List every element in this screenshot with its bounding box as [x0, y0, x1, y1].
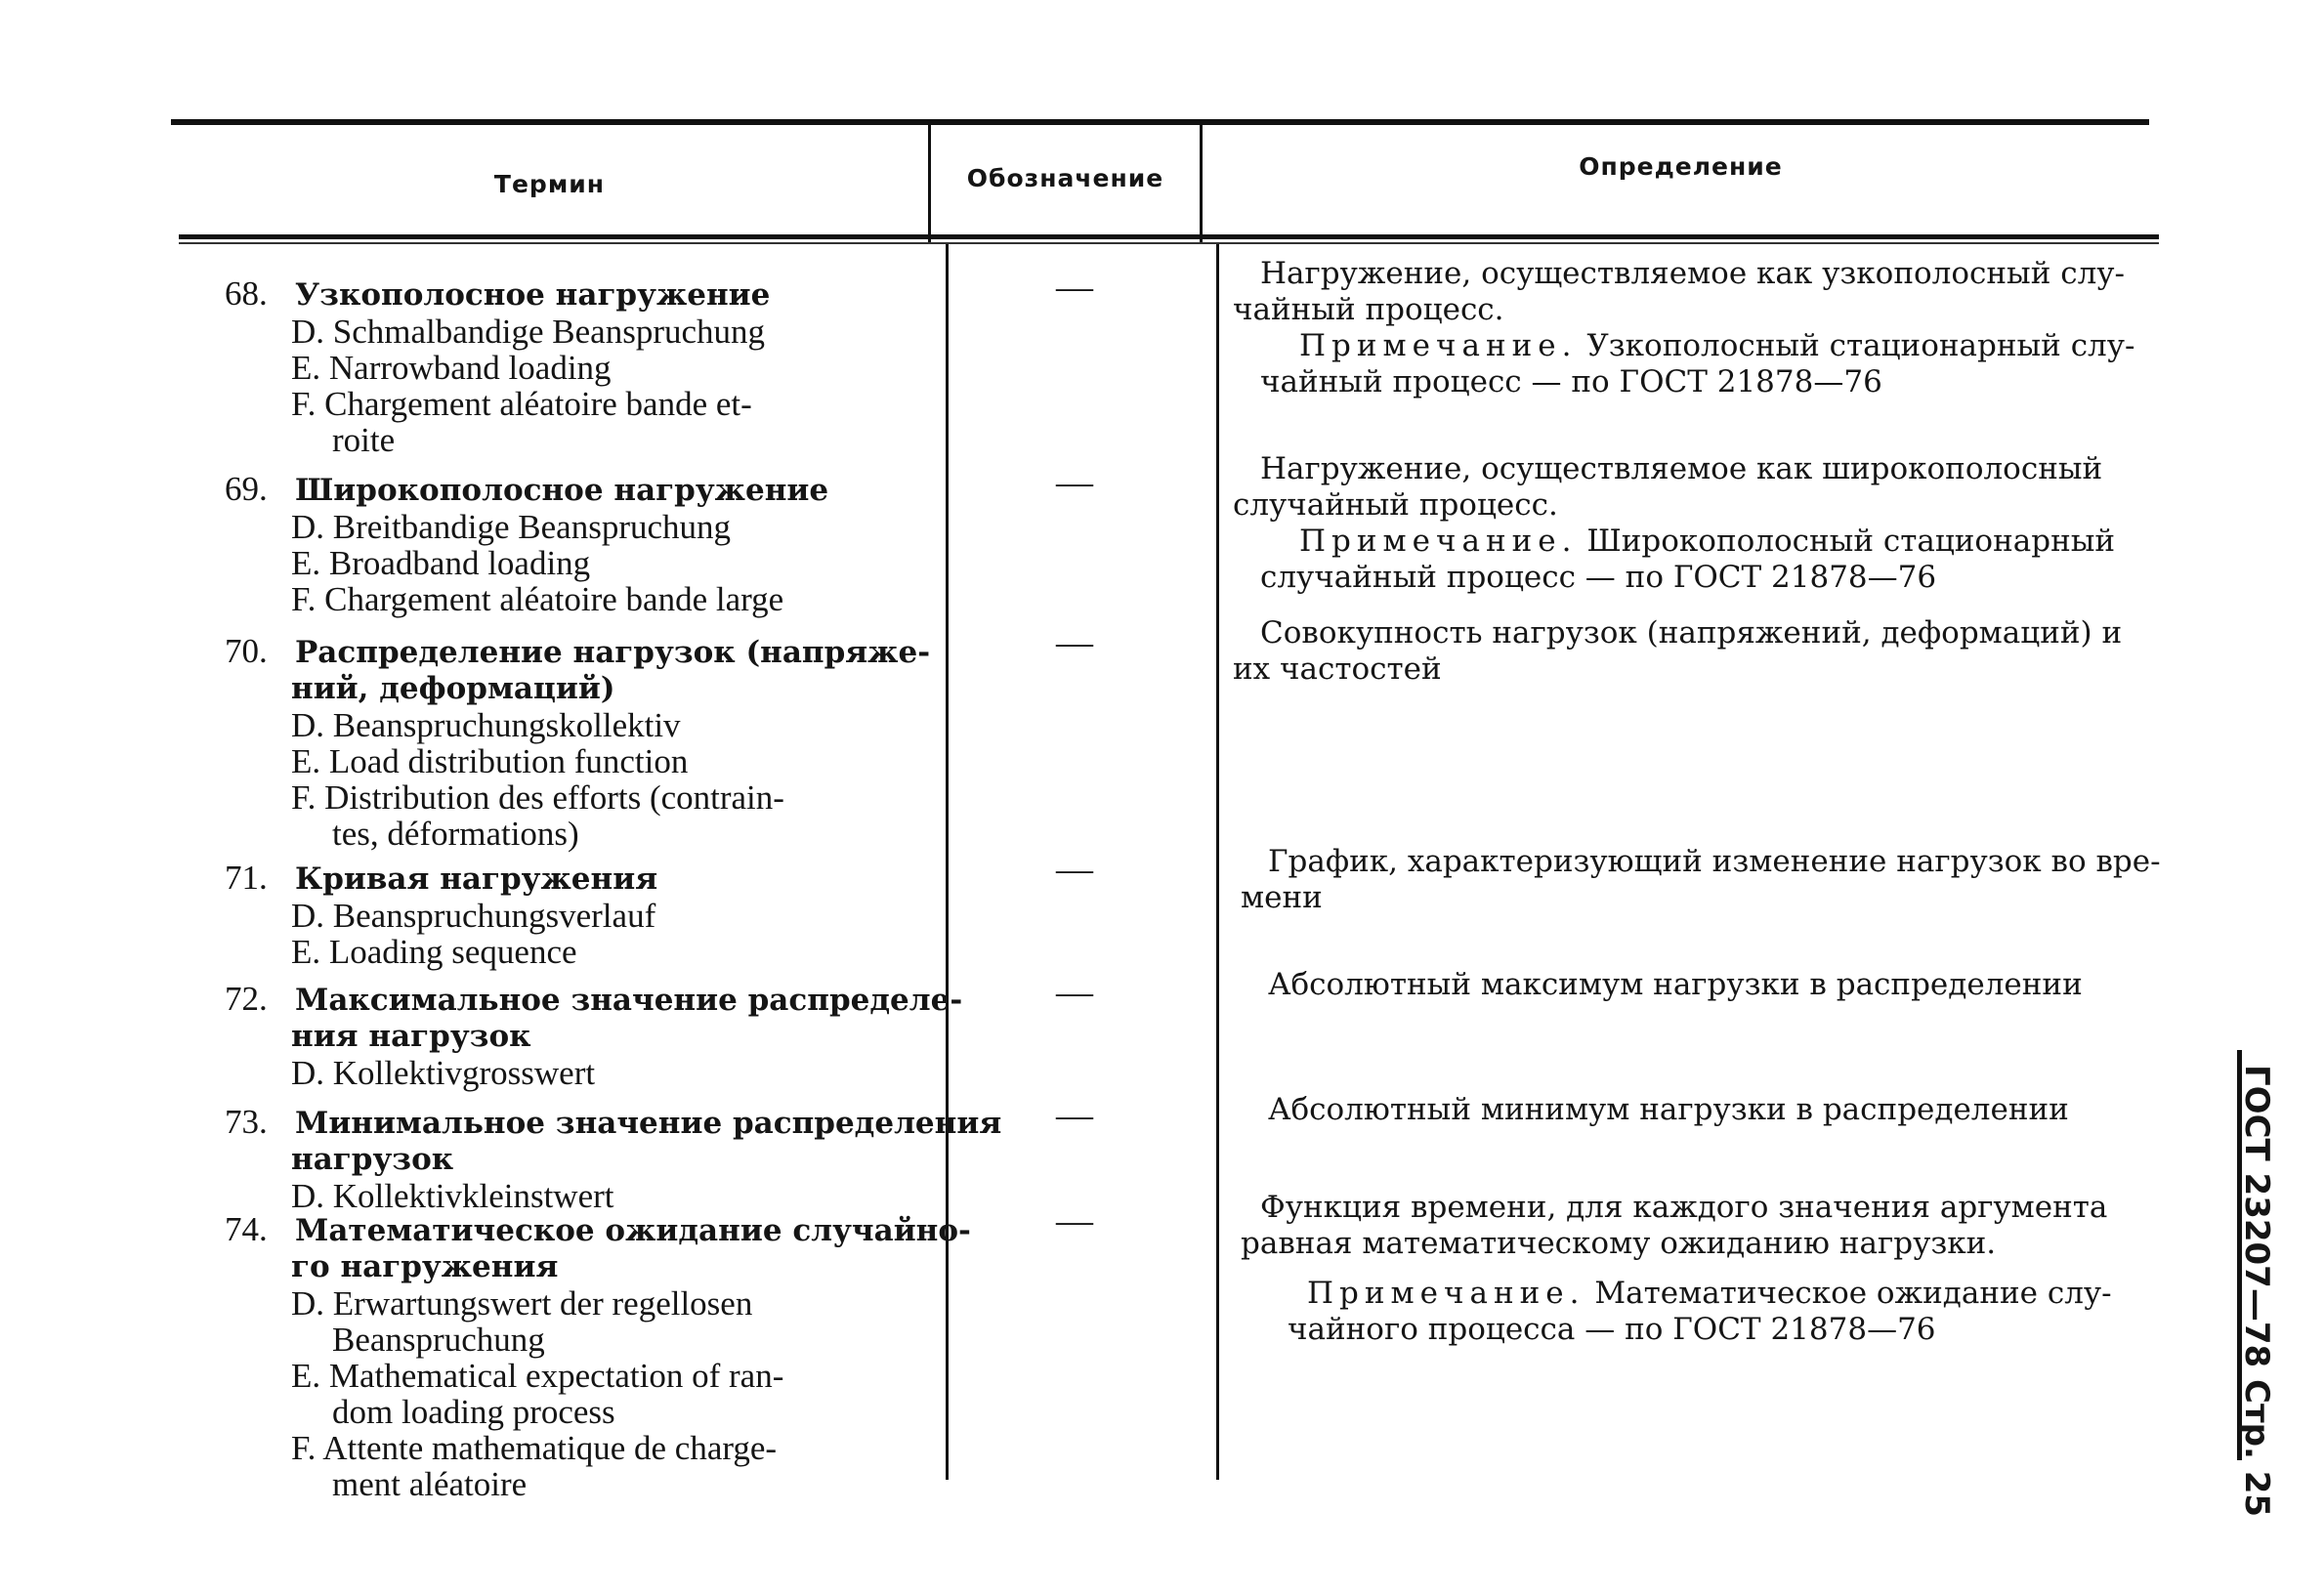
term-russian: Широкополосное нагружение: [295, 473, 829, 508]
table-top-rule: [171, 119, 2149, 125]
header-bottom-rule-thin: [179, 242, 2159, 244]
note-line: чайного процесса — по ГОСТ 21878—76: [1288, 1312, 1936, 1347]
term-cell: [225, 471, 920, 617]
definition-line: чайный процесс.: [1233, 292, 1504, 327]
definition-cell: [1241, 844, 2159, 916]
header-divider-2: [1200, 125, 1203, 242]
note-line: [1241, 1276, 2159, 1312]
term-english: E. Load distribution function: [291, 742, 689, 780]
definition-cell: [1233, 615, 2151, 688]
term-german: D. Breitbandige Beanspruchung: [291, 508, 732, 546]
note-label: Примечание.: [1307, 1276, 1585, 1311]
term-english-cont: dom loading process: [332, 1393, 615, 1431]
symbol-dash: —: [1056, 622, 1093, 663]
definition-line: Нагружение, осуществляемое как узкополосный слу-: [1260, 256, 2125, 291]
term-cell: [225, 1210, 971, 1503]
term-german: D. Kollektivkleinstwert: [291, 1177, 614, 1215]
term-german: D. Erwartungswert der regellosen: [291, 1284, 753, 1323]
term-cell: [225, 632, 931, 853]
note-line: чайный процесс — по ГОСТ 21878—76: [1260, 364, 1882, 399]
term-russian-cont: нагрузок: [291, 1142, 454, 1177]
header-definition: Определение: [1579, 152, 1783, 181]
note-text: Узкополосный стационарный слу-: [1586, 328, 2135, 363]
term-french-cont: roite: [332, 421, 396, 459]
term-english: E. Loading sequence: [291, 933, 577, 971]
column-divider-1: [946, 244, 949, 1480]
term-german-cont: Beanspruchung: [332, 1321, 545, 1359]
term-french-cont: ment aléatoire: [332, 1465, 528, 1503]
term-cell: [225, 860, 920, 970]
definition-line: Нагружение, осуществляемое как широкополосный: [1260, 451, 2103, 486]
definition-cell: [1241, 967, 2159, 1003]
page-side-label: ГОСТ 23207—78 Стр. 25: [2237, 1065, 2276, 1518]
note-line: [1233, 524, 2151, 560]
note-line: [1233, 328, 2151, 364]
definition-line: График, характеризующий изменение нагрузок во вре-: [1268, 844, 2161, 879]
entry-number: 68.: [225, 274, 268, 313]
term-cell: [225, 1103, 1002, 1215]
header-bottom-rule: [179, 234, 2159, 239]
definition-line: Функция времени, для каждого значения аргумента: [1260, 1190, 2108, 1225]
term-french: F. Chargement aléatoire bande large: [291, 580, 784, 618]
definition-cell: [1233, 256, 2151, 400]
note-label: Примечание.: [1299, 328, 1578, 363]
definition-line: мени: [1241, 880, 1323, 915]
entry-number: 73.: [225, 1103, 268, 1141]
term-french: F. Chargement aléatoire bande et-: [291, 385, 752, 423]
entry-number: 69.: [225, 470, 268, 508]
entry-number: 70.: [225, 632, 268, 670]
term-german: D. Beanspruchungskollektiv: [291, 706, 681, 744]
note-line: случайный процесс — по ГОСТ 21878—76: [1260, 560, 1937, 595]
note-label: Примечание.: [1299, 524, 1578, 559]
entry-number: 74.: [225, 1210, 268, 1248]
term-cell: [225, 980, 963, 1092]
term-german: D. Beanspruchungsverlauf: [291, 897, 656, 935]
header-term: Термин: [493, 170, 606, 198]
definition-line: Абсолютный минимум нагрузки в распределении: [1268, 1092, 2069, 1127]
definition-line: случайный процесс.: [1233, 487, 1558, 523]
term-german: D. Kollektivgrosswert: [291, 1054, 596, 1092]
term-french: F. Distribution des efforts (contrain-: [291, 778, 784, 817]
term-russian: Математическое ожидание случайно-: [295, 1213, 971, 1248]
symbol-dash: —: [1056, 1095, 1093, 1136]
definition-cell: [1233, 451, 2151, 596]
term-french: F. Attente mathematique de charge-: [291, 1429, 778, 1467]
term-english: E. Broadband loading: [291, 544, 591, 582]
definition-line: равная математическому ожиданию нагрузки.: [1241, 1226, 1997, 1261]
column-divider-2: [1216, 244, 1219, 1480]
header-symbol: Обозначение: [966, 164, 1164, 192]
term-russian-cont: ния нагрузок: [291, 1019, 531, 1054]
note-text: Математическое ожидание слу-: [1594, 1276, 2112, 1311]
term-german: D. Schmalbandige Beanspruchung: [291, 313, 766, 351]
term-english: E. Narrowband loading: [291, 349, 612, 387]
term-russian: Узкополосное нагружение: [295, 277, 771, 313]
symbol-dash: —: [1056, 849, 1093, 890]
term-russian-cont: ний, деформаций): [291, 671, 615, 706]
term-russian: Максимальное значение распределе-: [295, 983, 963, 1018]
note-text: Широкополосный стационарный: [1586, 524, 2116, 559]
symbol-dash: —: [1056, 267, 1093, 308]
term-russian: Кривая нагружения: [295, 861, 658, 897]
symbol-dash: —: [1056, 462, 1093, 503]
symbol-dash: —: [1056, 972, 1093, 1013]
definition-line: Абсолютный максимум нагрузки в распределении: [1268, 967, 2083, 1002]
term-russian: Минимальное значение распределения: [295, 1106, 1002, 1141]
definition-cell: [1241, 1190, 2159, 1348]
term-russian-cont: го нагружения: [291, 1249, 559, 1284]
entry-number: 71.: [225, 859, 268, 897]
symbol-dash: —: [1056, 1200, 1093, 1241]
definition-line: их частостей: [1233, 651, 1442, 687]
definition-line: Совокупность нагрузок (напряжений, деформаций) и: [1260, 615, 2123, 651]
term-russian: Распределение нагрузок (напряже-: [295, 635, 931, 670]
term-cell: [225, 275, 920, 458]
definition-cell: [1241, 1092, 2159, 1128]
term-french-cont: tes, déformations): [332, 815, 579, 853]
term-english: E. Mathematical expectation of ran-: [291, 1357, 784, 1395]
entry-number: 72.: [225, 980, 268, 1018]
